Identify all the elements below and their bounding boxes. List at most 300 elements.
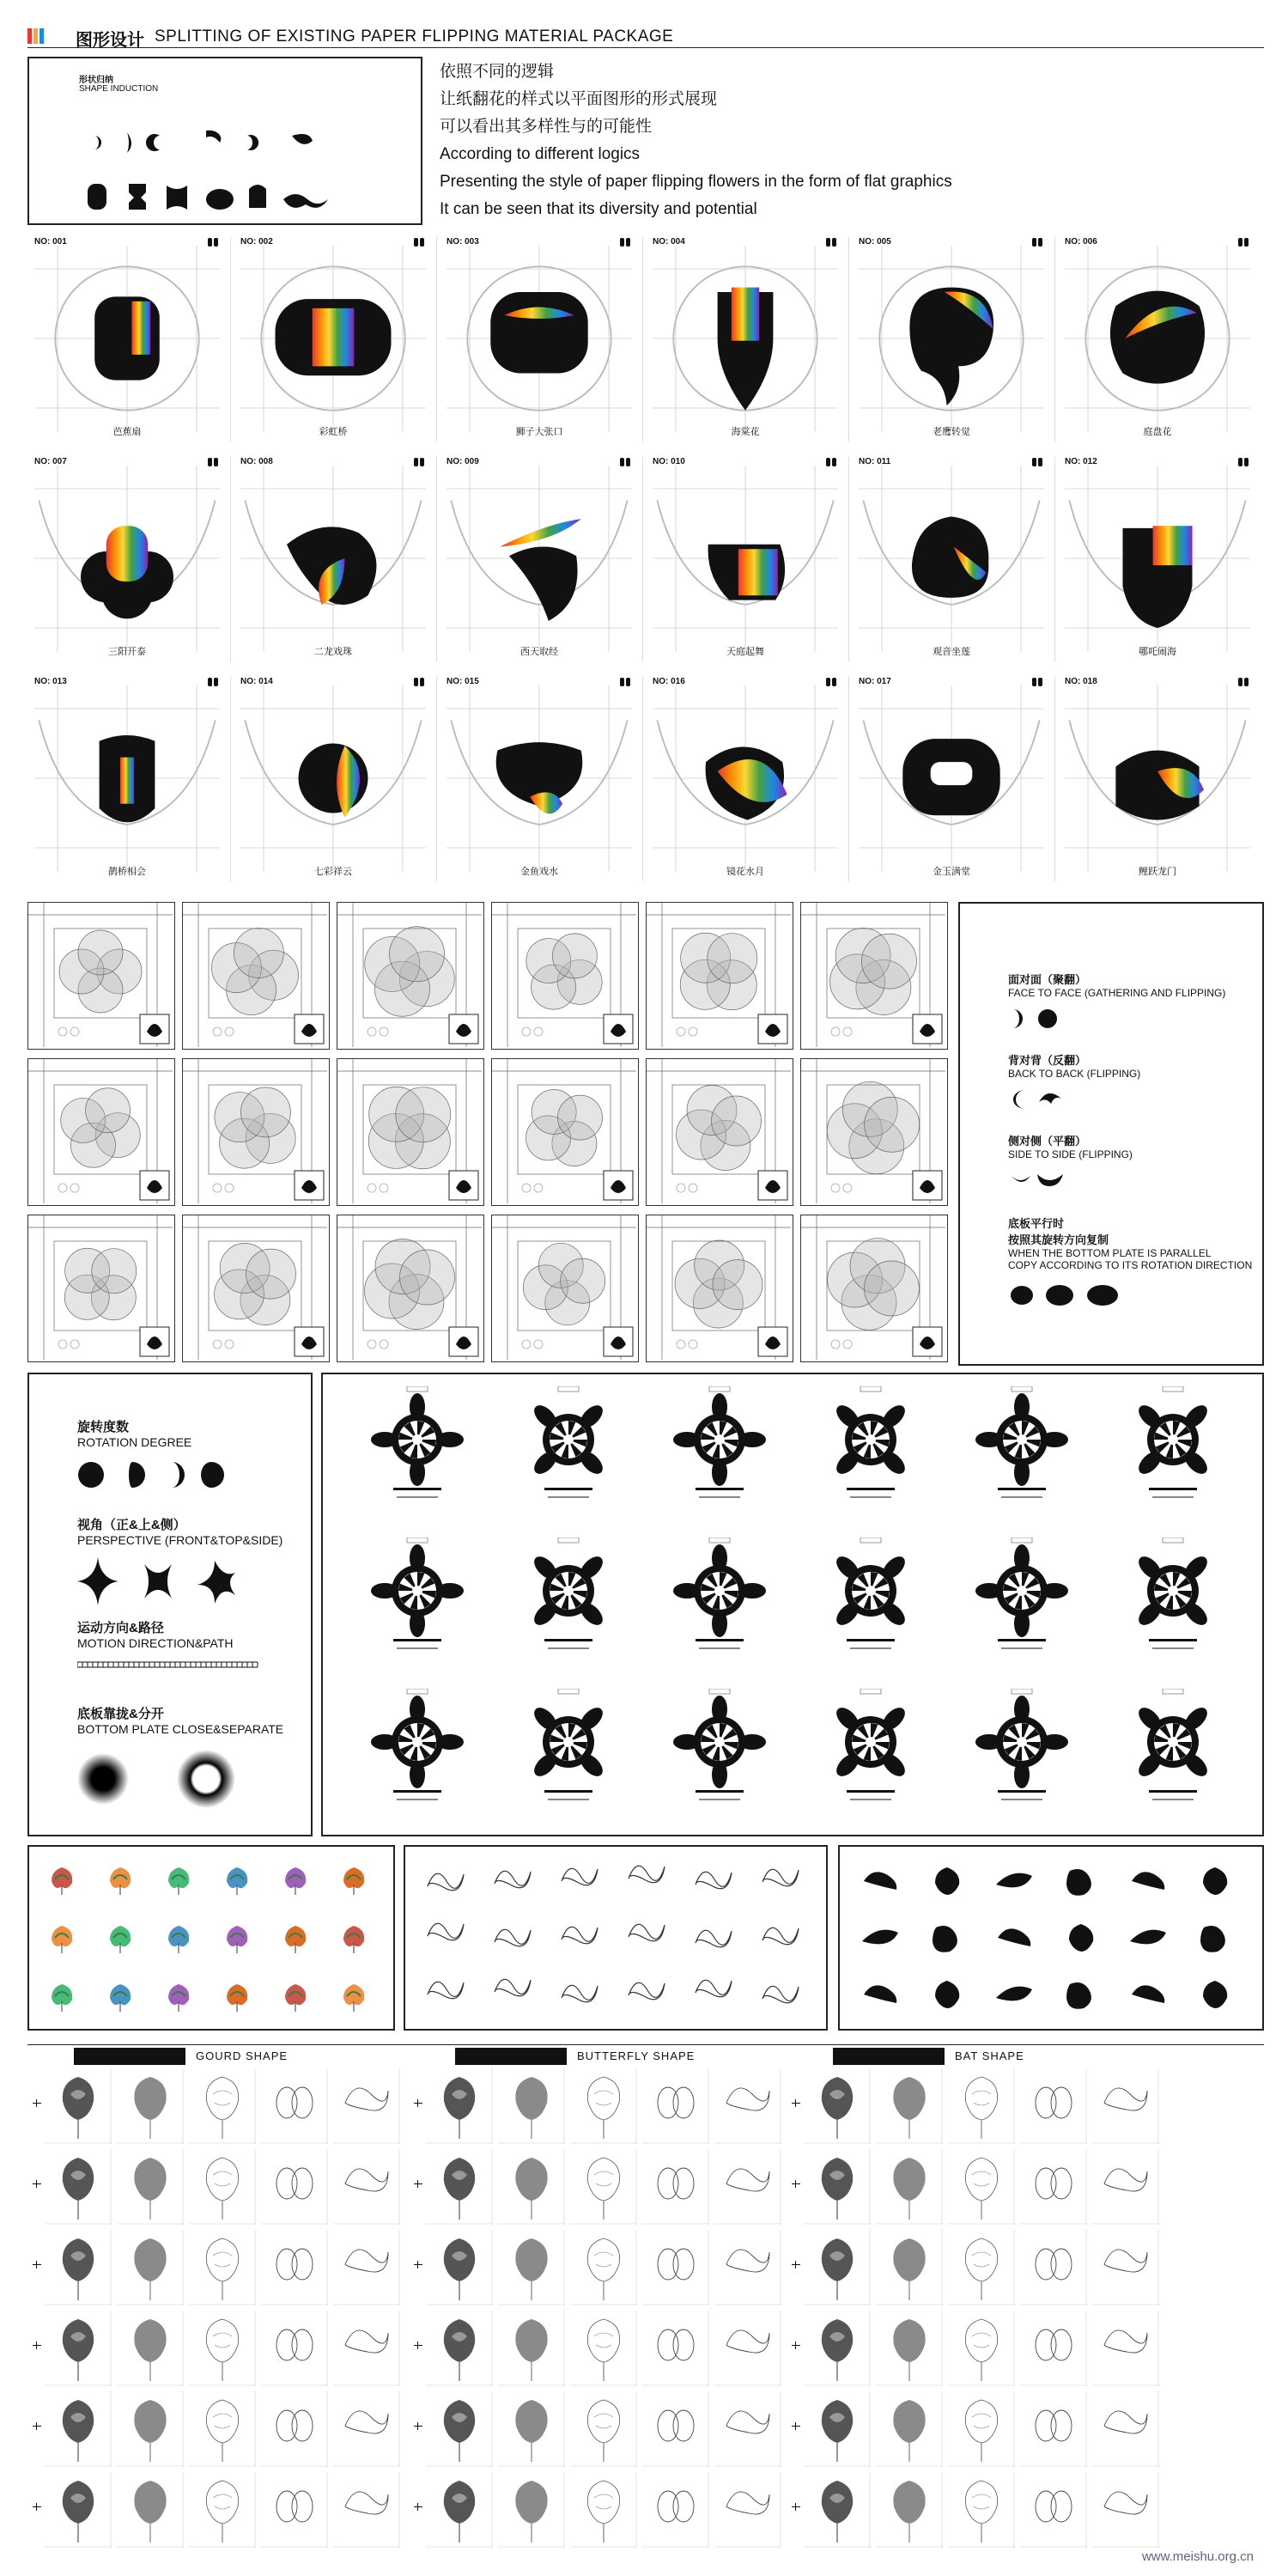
silhouette (1194, 1977, 1236, 2012)
motion-path-icon (77, 1659, 266, 1672)
cell-name: 三阳开泰 (108, 647, 146, 657)
silhouette (1127, 1864, 1170, 1898)
matrix-figure (189, 2068, 256, 2144)
matrix-figure (570, 2149, 637, 2225)
shape-cell (1058, 454, 1257, 665)
construction-figure (337, 1059, 482, 1203)
matrix-cross (417, 2503, 418, 2511)
cell-name: 庭盘花 (1143, 427, 1172, 437)
line-sketch (623, 1974, 671, 2013)
matrix-figure (1092, 2230, 1159, 2305)
matrix-cross (33, 2426, 41, 2427)
stripe-yellow (33, 28, 38, 44)
matrix-figure (1020, 2311, 1087, 2386)
legend-en: WHEN THE BOTTOM PLATE IS PARALLEL (1008, 1247, 1212, 1259)
param-en: ROTATION DEGREE (77, 1435, 192, 1449)
cell-name: 哪吒闹海 (1139, 647, 1176, 657)
shape-cell (440, 454, 639, 665)
cell-name: 观音坐莲 (933, 647, 970, 657)
cell-divider (230, 457, 231, 661)
pattern-figure (1113, 1386, 1233, 1515)
matrix-figure (189, 2311, 256, 2386)
matrix-figure (948, 2068, 1015, 2144)
matrix-figure (189, 2230, 256, 2305)
cell-name: 老鹰转觉 (933, 427, 970, 437)
shape-cell (646, 454, 845, 665)
cell-number: NO: 017 (859, 677, 891, 686)
cell-name: 鲤跃龙门 (1139, 867, 1176, 877)
line-sketch (489, 1974, 538, 2013)
matrix-figure (642, 2068, 709, 2144)
matrix-cross (792, 2183, 800, 2184)
matrix-cross (414, 2426, 422, 2427)
cell-divider (1054, 457, 1055, 661)
silhouette (993, 1977, 1036, 2012)
cell-number: NO: 003 (447, 237, 479, 247)
matrix-figure (333, 2311, 400, 2386)
matrix-figure (642, 2391, 709, 2467)
construction-figure (492, 903, 636, 1047)
gourd-tab (74, 2048, 185, 2065)
matrix-figure (189, 2149, 256, 2225)
cell-badge-icon (608, 677, 632, 687)
cell-divider (848, 677, 849, 881)
color-sketch (220, 1921, 254, 1955)
pattern-grid (323, 1374, 1262, 1835)
category-divider (27, 2044, 1264, 2045)
matrix-cross (36, 2099, 37, 2107)
cell-figure (27, 685, 227, 871)
matrix-figure (1092, 2311, 1159, 2386)
construction-cell (27, 902, 175, 1050)
matrix-figure (714, 2472, 781, 2548)
pattern-figure (357, 1538, 477, 1666)
back-to-back-icon (1008, 1087, 1085, 1112)
legend-parallel (1008, 1215, 1252, 1311)
matrix-cross (795, 2503, 796, 2511)
color-sketch (337, 1921, 371, 1955)
matrix-figure (642, 2149, 709, 2225)
cell-number: NO: 013 (34, 677, 67, 686)
bottom-plate-icon (77, 1745, 266, 1813)
color-sketch (337, 1979, 371, 2013)
matrix-figure (261, 2391, 328, 2467)
cell-number: NO: 006 (1065, 237, 1097, 247)
pattern-figure (811, 1538, 931, 1666)
legend-cn: 底板平行时 (1008, 1217, 1065, 1230)
matrix-cross (792, 2345, 800, 2346)
pattern-figure (659, 1538, 780, 1666)
shape-cell (852, 673, 1051, 885)
cell-figure (1058, 685, 1257, 871)
construction-cell (182, 1215, 330, 1362)
matrix-figure (426, 2149, 493, 2225)
construction-cell (800, 902, 948, 1050)
matrix-figure (45, 2391, 112, 2467)
color-sketch (278, 1921, 313, 1955)
color-sketch (103, 1862, 137, 1897)
color-sketch (337, 1862, 371, 1897)
shape-induction-panel (27, 57, 422, 225)
matrix-figure (45, 2472, 112, 2548)
construction-figure (492, 1215, 636, 1360)
line-sketch (757, 1860, 805, 1900)
cell-figure (852, 246, 1051, 431)
cell-badge-icon (814, 457, 838, 467)
silhouette (859, 1977, 902, 2012)
shape-cell (234, 673, 433, 885)
legend-back-to-back (1008, 1051, 1140, 1112)
color-sketch (103, 1921, 137, 1955)
matrix-cross (795, 2422, 796, 2430)
matrix-figure (948, 2149, 1015, 2225)
matrix-figure (714, 2391, 781, 2467)
construction-figure (28, 1059, 173, 1203)
stripe-blue (39, 28, 44, 44)
matrix-figure (570, 2068, 637, 2144)
matrix-figure (261, 2311, 328, 2386)
legend-cn: 侧对侧（平翻） (1008, 1135, 1087, 1148)
cell-figure (646, 246, 845, 431)
cell-badge-icon (814, 237, 838, 247)
cell-figure (234, 246, 433, 431)
shape-cell (440, 673, 639, 885)
matrix-cross (36, 2422, 37, 2430)
param-cn: 视角（正&上&侧） (77, 1518, 186, 1532)
color-sketch (161, 1862, 196, 1897)
cell-badge-icon (402, 677, 426, 687)
silhouette (926, 1977, 969, 2012)
matrix-figure (642, 2472, 709, 2548)
matrix-figure (333, 2230, 400, 2305)
shape-cell (852, 454, 1051, 665)
legend-side-to-side (1008, 1132, 1133, 1193)
matrix-figure (426, 2311, 493, 2386)
cell-name: 镜花水月 (726, 867, 764, 877)
matrix-figure (261, 2230, 328, 2305)
color-sketch (220, 1862, 254, 1897)
matrix-figure (261, 2068, 328, 2144)
line-sketch (489, 1860, 538, 1900)
matrix-figure (1020, 2068, 1087, 2144)
bat-tab (833, 2048, 945, 2065)
parallel-copy-icon (1008, 1282, 1137, 1311)
silhouette (993, 1921, 1036, 1955)
matrix-figure (804, 2230, 871, 2305)
silhouette (1127, 1921, 1170, 1955)
shape-cell (646, 673, 845, 885)
cell-name: 西天取经 (520, 647, 558, 657)
construction-cell (491, 1215, 639, 1362)
shape-cell (27, 234, 227, 445)
cell-divider (848, 457, 849, 661)
line-sketch (422, 1860, 471, 1900)
cell-badge-icon (402, 237, 426, 247)
matrix-figure (1020, 2149, 1087, 2225)
matrix-figure (1020, 2230, 1087, 2305)
silhouette (993, 1864, 1036, 1898)
matrix-figure (570, 2391, 637, 2467)
matrix-figure (498, 2472, 565, 2548)
matrix-figure (426, 2472, 493, 2548)
matrix-cross (417, 2099, 418, 2107)
shape-cell (1058, 673, 1257, 885)
pattern-figure (962, 1386, 1082, 1515)
matrix-cross (36, 2180, 37, 2188)
matrix-cross (795, 2099, 796, 2107)
construction-figure (801, 1215, 945, 1360)
cell-figure (1058, 246, 1257, 431)
param-perspective (77, 1515, 283, 1607)
matrix-figure (498, 2311, 565, 2386)
flip-legend-panel (958, 902, 1264, 1366)
pattern-figure (1113, 1538, 1233, 1666)
cell-number: NO: 015 (447, 677, 479, 686)
pattern-panel (321, 1373, 1264, 1836)
perspective-icon (77, 1556, 266, 1607)
silhouette (1127, 1977, 1170, 2012)
matrix-figure (117, 2068, 184, 2144)
cell-number: NO: 014 (240, 677, 273, 686)
cell-divider (1054, 237, 1055, 442)
matrix-figure (804, 2149, 871, 2225)
intro-line: 让纸翻花的样式以平面图形的形式展现 (440, 90, 718, 108)
matrix-figure (498, 2149, 565, 2225)
cell-number: NO: 007 (34, 457, 67, 466)
construction-cell (800, 1058, 948, 1206)
construction-cell (27, 1058, 175, 1206)
matrix-cross (417, 2180, 418, 2188)
matrix-figure (948, 2230, 1015, 2305)
induction-title-en: SHAPE INDUCTION (79, 84, 159, 94)
param-cn: 旋转度数 (77, 1420, 130, 1434)
construction-figure (801, 1059, 945, 1203)
cell-number: NO: 018 (1065, 677, 1097, 686)
line-sketch (556, 1917, 605, 1957)
cell-divider (436, 237, 437, 442)
header-bar (27, 26, 1264, 48)
legend-cn: 背对背（反翻） (1008, 1054, 1087, 1067)
color-sketch (45, 1862, 79, 1897)
param-bottom-plate (77, 1704, 283, 1813)
matrix-figure (498, 2230, 565, 2305)
matrix-figure (45, 2068, 112, 2144)
cell-figure (234, 466, 433, 651)
color-sketch (278, 1979, 313, 2013)
matrix-figure (570, 2311, 637, 2386)
construction-figure (492, 1059, 636, 1203)
cell-divider (642, 457, 643, 661)
intro-text (440, 58, 1212, 223)
cell-divider (1054, 677, 1055, 881)
legend-face-to-face (1008, 971, 1225, 1032)
bat-shape-label: BAT SHAPE (955, 2049, 1024, 2062)
legend-en-2: COPY ACCORDING TO ITS ROTATION DIRECTION (1008, 1259, 1253, 1271)
line-sketch-panel (404, 1845, 828, 2031)
construction-figure (28, 1215, 173, 1360)
color-sketch (161, 1921, 196, 1955)
matrix-figure (804, 2311, 871, 2386)
construction-figure (647, 1059, 791, 1203)
cell-badge-icon (1020, 677, 1044, 687)
silhouette (1194, 1921, 1236, 1955)
cell-number: NO: 016 (653, 677, 685, 686)
cell-name: 二龙戏珠 (314, 647, 352, 657)
matrix-figure (804, 2472, 871, 2548)
matrix-figure (1020, 2472, 1087, 2548)
construction-grid (27, 902, 948, 1366)
param-en: PERSPECTIVE (FRONT&TOP&SIDE) (77, 1533, 283, 1547)
side-to-side-icon (1008, 1167, 1085, 1193)
cell-figure (27, 246, 227, 431)
matrix-figure (189, 2472, 256, 2548)
pattern-figure (811, 1386, 931, 1515)
pattern-figure (357, 1689, 477, 1818)
intro-line: It can be seen that its diversity and potential (440, 200, 757, 218)
induction-title-cn: 形状归纳 (79, 76, 113, 85)
induction-shapes (77, 110, 404, 213)
cell-divider (436, 677, 437, 881)
matrix-figure (426, 2068, 493, 2144)
shape-cell (646, 234, 845, 445)
construction-figure (183, 903, 327, 1047)
cell-number: NO: 012 (1065, 457, 1097, 466)
matrix-cross (414, 2183, 422, 2184)
matrix-figure (948, 2311, 1015, 2386)
matrix-cross (33, 2103, 41, 2104)
matrix-figure (948, 2391, 1015, 2467)
cell-figure (1058, 466, 1257, 651)
cell-name: 金鱼戏水 (520, 867, 558, 877)
cell-badge-icon (196, 457, 220, 467)
silhouette (926, 1921, 969, 1955)
cell-badge-icon (1226, 457, 1250, 467)
matrix-cross (792, 2103, 800, 2104)
matrix-cross (36, 2342, 37, 2349)
construction-cell (646, 1058, 793, 1206)
cell-number: NO: 011 (859, 457, 891, 466)
silhouette (1060, 1977, 1103, 2012)
cell-figure (234, 685, 433, 871)
param-en: MOTION DIRECTION&PATH (77, 1636, 234, 1650)
matrix-cross (36, 2261, 37, 2268)
construction-figure (337, 903, 482, 1047)
cell-name: 海棠花 (731, 427, 760, 437)
matrix-figure (876, 2149, 943, 2225)
construction-cell (337, 902, 484, 1050)
matrix-cross (33, 2183, 41, 2184)
matrix-figure (498, 2391, 565, 2467)
matrix-cross (792, 2264, 800, 2265)
line-sketch-grid (405, 1847, 826, 2029)
matrix-cross (33, 2506, 41, 2507)
matrix-figure (426, 2391, 493, 2467)
param-en: BOTTOM PLATE CLOSE&SEPARATE (77, 1722, 284, 1736)
cell-number: NO: 001 (34, 237, 67, 247)
shape-cell-grid (27, 234, 1264, 895)
cell-name: 金玉满堂 (933, 867, 970, 877)
matrix-figure (804, 2068, 871, 2144)
matrix-cross (33, 2264, 41, 2265)
matrix-figure (333, 2149, 400, 2225)
legend-en: BACK TO BACK (FLIPPING) (1008, 1068, 1141, 1080)
line-sketch (690, 1974, 738, 2013)
line-sketch (623, 1860, 671, 1900)
matrix-cross (414, 2103, 422, 2104)
category-matrix (27, 2068, 1264, 2558)
cell-badge-icon (608, 457, 632, 467)
pattern-figure (508, 1689, 629, 1818)
matrix-cross (414, 2264, 422, 2265)
legend-en: FACE TO FACE (GATHERING AND FLIPPING) (1008, 987, 1226, 999)
construction-figure (183, 1059, 327, 1203)
matrix-cross (417, 2261, 418, 2268)
cell-badge-icon (814, 677, 838, 687)
matrix-figure (1092, 2391, 1159, 2467)
param-motion (77, 1618, 266, 1672)
matrix-figure (333, 2068, 400, 2144)
silhouette-panel (838, 1845, 1264, 2031)
stripe-red (27, 28, 32, 44)
construction-cell (337, 1058, 484, 1206)
silhouette-grid (840, 1847, 1262, 2029)
rotation-degree-icon (77, 1458, 249, 1492)
matrix-figure (189, 2391, 256, 2467)
matrix-cross (33, 2345, 41, 2346)
matrix-figure (714, 2149, 781, 2225)
construction-cell (337, 1215, 484, 1362)
cell-number: NO: 010 (653, 457, 685, 466)
pattern-figure (508, 1386, 629, 1515)
cell-badge-icon (1020, 237, 1044, 247)
color-sketch-panel (27, 1845, 395, 2031)
cell-number: NO: 008 (240, 457, 273, 466)
cell-name: 彩虹桥 (319, 427, 348, 437)
line-sketch (556, 1974, 605, 2013)
pattern-figure (962, 1689, 1082, 1818)
matrix-figure (570, 2230, 637, 2305)
construction-cell (491, 1058, 639, 1206)
matrix-cross (792, 2426, 800, 2427)
matrix-figure (804, 2391, 871, 2467)
matrix-figure (117, 2230, 184, 2305)
cell-figure (27, 466, 227, 651)
construction-cell (182, 902, 330, 1050)
matrix-figure (876, 2068, 943, 2144)
matrix-figure (1020, 2391, 1087, 2467)
page-title-cn: 图形设计 (76, 31, 144, 50)
line-sketch (422, 1917, 471, 1957)
silhouette (1060, 1921, 1103, 1955)
matrix-cross (414, 2345, 422, 2346)
construction-figure (801, 903, 945, 1047)
cell-figure (646, 685, 845, 871)
gourd-shape-label: GOURD SHAPE (196, 2049, 289, 2062)
cell-divider (642, 237, 643, 442)
matrix-figure (714, 2311, 781, 2386)
color-sketch (220, 1979, 254, 2013)
matrix-cross (795, 2342, 796, 2349)
param-cn: 底板靠拢&分开 (77, 1707, 164, 1721)
line-sketch (690, 1917, 738, 1957)
construction-cell (646, 902, 793, 1050)
construction-figure (337, 1215, 482, 1360)
cell-badge-icon (608, 237, 632, 247)
cell-number: NO: 004 (653, 237, 685, 247)
pattern-figure (508, 1538, 629, 1666)
color-sketch (45, 1979, 79, 2013)
silhouette (1194, 1864, 1236, 1898)
